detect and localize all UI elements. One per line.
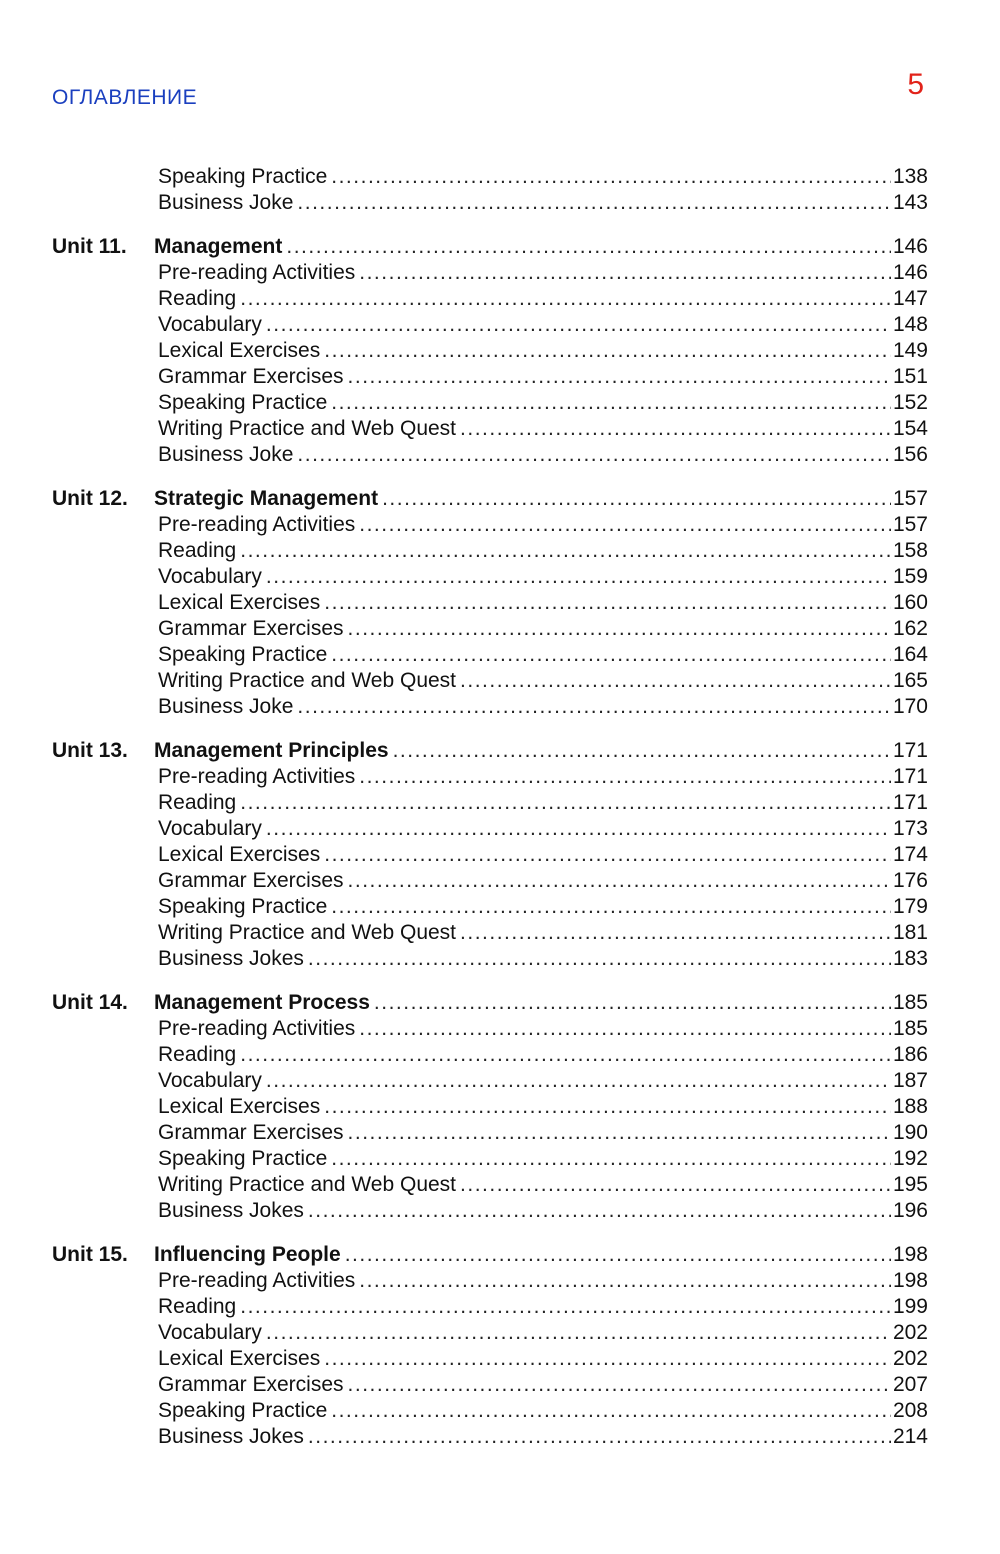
page-ref: 146 <box>892 235 928 258</box>
toc-entry[interactable] <box>0 1198 1000 1224</box>
toc-continued-entries <box>0 164 1000 216</box>
entry-title: Writing Practice and Web Quest <box>158 921 457 944</box>
unit-title: Influencing People <box>154 1243 341 1266</box>
unit-gap <box>0 468 1000 486</box>
page-ref: 156 <box>892 443 928 466</box>
dot-leader <box>460 668 891 694</box>
page-ref: 146 <box>892 261 928 284</box>
toc-entry[interactable] <box>0 842 1000 868</box>
entry-title: Vocabulary <box>158 817 262 840</box>
toc-entry[interactable] <box>0 868 1000 894</box>
unit-number: Unit 13. <box>52 739 128 762</box>
unit-gap <box>0 1224 1000 1242</box>
dot-leader <box>345 1242 891 1268</box>
entry-title: Reading <box>158 287 237 310</box>
page-ref: 171 <box>892 791 928 814</box>
page-ref: 195 <box>892 1173 928 1196</box>
dot-leader <box>393 738 891 764</box>
dot-leader <box>240 538 891 564</box>
entry-title: Writing Practice and Web Quest <box>158 417 457 440</box>
entry-title: Lexical Exercises <box>158 591 321 614</box>
dot-leader <box>240 1294 891 1320</box>
page-ref: 157 <box>892 487 928 510</box>
dot-leader <box>324 1094 891 1120</box>
page-ref: 196 <box>892 1199 928 1222</box>
dot-leader <box>266 1068 891 1094</box>
entry-title: Pre-reading Activities <box>158 513 356 536</box>
toc-entry[interactable] <box>0 920 1000 946</box>
toc-entry[interactable] <box>0 1120 1000 1146</box>
toc-unit-group <box>0 1242 1000 1450</box>
toc-entry[interactable] <box>0 164 1000 190</box>
page-ref: 202 <box>892 1321 928 1344</box>
entry-title: Vocabulary <box>158 565 262 588</box>
page-ref: 188 <box>892 1095 928 1118</box>
dot-leader <box>359 512 891 538</box>
dot-leader <box>266 1320 891 1346</box>
entry-title: Lexical Exercises <box>158 843 321 866</box>
unit-number: Unit 15. <box>52 1243 128 1266</box>
toc-entry[interactable] <box>0 1268 1000 1294</box>
page-ref: 165 <box>892 669 928 692</box>
entry-title: Grammar Exercises <box>158 869 344 892</box>
page-ref: 164 <box>892 643 928 666</box>
dot-leader <box>240 1042 891 1068</box>
entry-title: Business Joke <box>158 695 294 718</box>
entry-title: Grammar Exercises <box>158 1373 344 1396</box>
dot-leader <box>359 1016 891 1042</box>
toc-entry[interactable] <box>0 694 1000 720</box>
dot-leader <box>359 1268 891 1294</box>
page-ref: 138 <box>892 165 928 188</box>
dot-leader <box>331 1146 891 1172</box>
page-ref: 162 <box>892 617 928 640</box>
page-ref: 159 <box>892 565 928 588</box>
unit-gap <box>0 720 1000 738</box>
entry-title: Grammar Exercises <box>158 365 344 388</box>
dot-leader <box>382 486 891 512</box>
dot-leader <box>460 416 891 442</box>
entry-title: Vocabulary <box>158 1069 262 1092</box>
entry-title: Reading <box>158 791 237 814</box>
dot-leader <box>308 946 891 972</box>
dot-leader <box>348 1120 891 1146</box>
entry-title: Speaking Practice <box>158 895 328 918</box>
page-ref: 171 <box>892 765 928 788</box>
toc-entry[interactable] <box>0 1424 1000 1450</box>
entry-title: Lexical Exercises <box>158 1095 321 1118</box>
page-ref: 198 <box>892 1269 928 1292</box>
dot-leader <box>331 642 891 668</box>
page-ref: 214 <box>892 1425 928 1448</box>
entry-title: Reading <box>158 1295 237 1318</box>
entry-title: Speaking Practice <box>158 643 328 666</box>
entry-title: Reading <box>158 539 237 562</box>
page-ref: 147 <box>892 287 928 310</box>
toc-entry[interactable] <box>0 668 1000 694</box>
toc-entry[interactable] <box>0 642 1000 668</box>
entry-title: Lexical Exercises <box>158 1347 321 1370</box>
dot-leader <box>359 260 891 286</box>
toc-unit-group <box>0 738 1000 972</box>
page-ref: 171 <box>892 739 928 762</box>
unit-title: Management <box>154 235 283 258</box>
page-ref: 208 <box>892 1399 928 1422</box>
dot-leader <box>374 990 891 1016</box>
page-ref: 148 <box>892 313 928 336</box>
entry-title: Writing Practice and Web Quest <box>158 669 457 692</box>
dot-leader <box>266 564 891 590</box>
page-ref: 154 <box>892 417 928 440</box>
toc-entry[interactable] <box>0 1346 1000 1372</box>
dot-leader <box>324 338 891 364</box>
toc-entry[interactable] <box>0 1320 1000 1346</box>
page-ref: 170 <box>892 695 928 718</box>
dot-leader <box>348 616 891 642</box>
unit-title: Management Process <box>154 991 370 1014</box>
toc-unit-row[interactable] <box>0 738 1000 764</box>
page-ref: 185 <box>892 1017 928 1040</box>
toc-unit-group <box>0 234 1000 468</box>
toc-entry[interactable] <box>0 390 1000 416</box>
dot-leader <box>266 312 891 338</box>
entry-title: Business Joke <box>158 191 294 214</box>
dot-leader <box>348 364 891 390</box>
page-ref: 198 <box>892 1243 928 1266</box>
dot-leader <box>460 1172 891 1198</box>
toc-unit-row[interactable] <box>0 234 1000 260</box>
toc-entry[interactable] <box>0 338 1000 364</box>
dot-leader <box>297 190 891 216</box>
toc-entry[interactable] <box>0 590 1000 616</box>
toc-entry[interactable] <box>0 1094 1000 1120</box>
page-ref: 176 <box>892 869 928 892</box>
toc-unit-group <box>0 486 1000 720</box>
toc-entry[interactable] <box>0 564 1000 590</box>
unit-title: Management Principles <box>154 739 389 762</box>
entry-title: Vocabulary <box>158 1321 262 1344</box>
toc-entry[interactable] <box>0 1372 1000 1398</box>
toc-unit-group <box>0 990 1000 1224</box>
toc-unit-row[interactable] <box>0 1242 1000 1268</box>
toc-entry[interactable] <box>0 260 1000 286</box>
toc-entry[interactable] <box>0 538 1000 564</box>
entry-title: Pre-reading Activities <box>158 765 356 788</box>
entry-title: Business Jokes <box>158 947 304 970</box>
toc-entry[interactable] <box>0 764 1000 790</box>
page-ref: 149 <box>892 339 928 362</box>
toc-entry[interactable] <box>0 416 1000 442</box>
dot-leader <box>324 1346 891 1372</box>
toc-entry[interactable] <box>0 190 1000 216</box>
entry-title: Writing Practice and Web Quest <box>158 1173 457 1196</box>
unit-number: Unit 11. <box>52 235 127 258</box>
entry-title: Pre-reading Activities <box>158 1017 356 1040</box>
toc-entry[interactable] <box>0 286 1000 312</box>
page-number: 5 <box>907 68 924 101</box>
unit-gap <box>0 972 1000 990</box>
toc-entry[interactable] <box>0 364 1000 390</box>
dot-leader <box>331 1398 891 1424</box>
toc-unit-row[interactable] <box>0 990 1000 1016</box>
page-ref: 199 <box>892 1295 928 1318</box>
dot-leader <box>308 1424 891 1450</box>
page-ref: 157 <box>892 513 928 536</box>
dot-leader <box>460 920 891 946</box>
dot-leader <box>359 764 891 790</box>
toc-entry[interactable] <box>0 1294 1000 1320</box>
unit-title: Strategic Management <box>154 487 379 510</box>
unit-gap <box>0 216 1000 234</box>
page-ref: 192 <box>892 1147 928 1170</box>
dot-leader <box>331 390 891 416</box>
toc-entry[interactable] <box>0 1146 1000 1172</box>
page-ref: 207 <box>892 1373 928 1396</box>
toc-entry[interactable] <box>0 1016 1000 1042</box>
page-ref: 187 <box>892 1069 928 1092</box>
page-header <box>52 68 928 122</box>
page-ref: 143 <box>892 191 928 214</box>
page-ref: 181 <box>892 921 928 944</box>
entry-title: Business Jokes <box>158 1425 304 1448</box>
page-ref: 186 <box>892 1043 928 1066</box>
dot-leader <box>240 286 891 312</box>
dot-leader <box>324 842 891 868</box>
entry-title: Vocabulary <box>158 313 262 336</box>
page-ref: 158 <box>892 539 928 562</box>
toc-entry[interactable] <box>0 512 1000 538</box>
page-ref: 174 <box>892 843 928 866</box>
entry-title: Reading <box>158 1043 237 1066</box>
entry-title: Speaking Practice <box>158 165 328 188</box>
toc-entry[interactable] <box>0 1068 1000 1094</box>
page-ref: 183 <box>892 947 928 970</box>
section-label: ОГЛАВЛЕНИЕ <box>52 86 198 109</box>
page-ref: 160 <box>892 591 928 614</box>
toc-entry[interactable] <box>0 894 1000 920</box>
dot-leader <box>331 894 891 920</box>
toc-entry[interactable] <box>0 790 1000 816</box>
dot-leader <box>240 790 891 816</box>
toc-unit-row[interactable] <box>0 486 1000 512</box>
entry-title: Lexical Exercises <box>158 339 321 362</box>
entry-title: Grammar Exercises <box>158 617 344 640</box>
toc-entry[interactable] <box>0 312 1000 338</box>
toc-entry[interactable] <box>0 616 1000 642</box>
dot-leader <box>297 442 891 468</box>
page-ref: 151 <box>892 365 928 388</box>
toc-entry[interactable] <box>0 1042 1000 1068</box>
toc-entry[interactable] <box>0 816 1000 842</box>
entry-title: Grammar Exercises <box>158 1121 344 1144</box>
table-of-contents <box>0 164 1000 1450</box>
unit-number: Unit 14. <box>52 991 128 1014</box>
entry-title: Speaking Practice <box>158 391 328 414</box>
entry-title: Speaking Practice <box>158 1147 328 1170</box>
toc-entry[interactable] <box>0 946 1000 972</box>
dot-leader <box>348 868 891 894</box>
page-ref: 152 <box>892 391 928 414</box>
page-ref: 173 <box>892 817 928 840</box>
dot-leader <box>324 590 891 616</box>
page-ref: 202 <box>892 1347 928 1370</box>
entry-title: Business Jokes <box>158 1199 304 1222</box>
toc-entry[interactable] <box>0 442 1000 468</box>
page-ref: 190 <box>892 1121 928 1144</box>
dot-leader <box>308 1198 891 1224</box>
dot-leader <box>331 164 891 190</box>
page-ref: 185 <box>892 991 928 1014</box>
dot-leader <box>297 694 891 720</box>
unit-number: Unit 12. <box>52 487 128 510</box>
toc-entry[interactable] <box>0 1398 1000 1424</box>
page-ref: 179 <box>892 895 928 918</box>
dot-leader <box>286 234 891 260</box>
entry-title: Pre-reading Activities <box>158 261 356 284</box>
toc-entry[interactable] <box>0 1172 1000 1198</box>
dot-leader <box>266 816 891 842</box>
entry-title: Pre-reading Activities <box>158 1269 356 1292</box>
entry-title: Speaking Practice <box>158 1399 328 1422</box>
dot-leader <box>348 1372 891 1398</box>
entry-title: Business Joke <box>158 443 294 466</box>
